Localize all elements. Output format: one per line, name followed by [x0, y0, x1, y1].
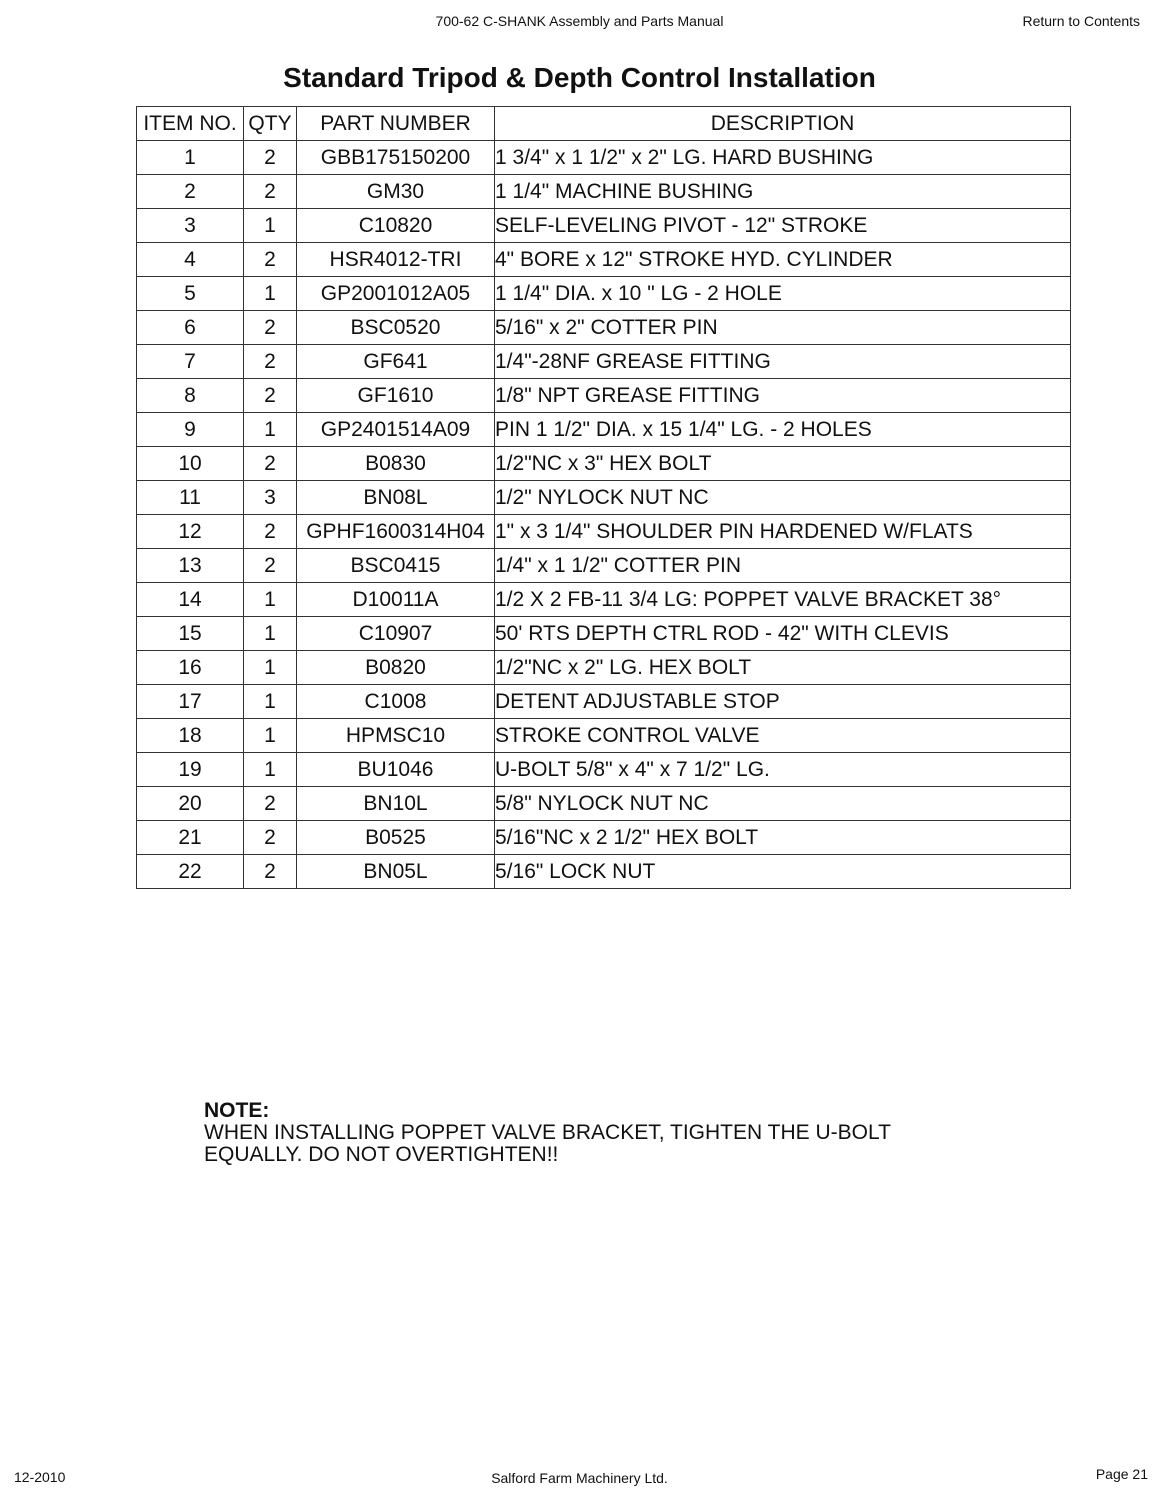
cell-part-number: BN10L	[297, 787, 495, 821]
table-row	[137, 209, 1071, 243]
cell-item-no: 18	[137, 719, 244, 753]
cell-description: 1" x 3 1/4" SHOULDER PIN HARDENED W/FLATS	[495, 515, 1071, 549]
cell-description: 1 1/4" MACHINE BUSHING	[495, 175, 1071, 209]
table-row	[137, 685, 1071, 719]
page-title: Standard Tripod & Depth Control Installation	[283, 62, 876, 93]
cell-description: 1 3/4" x 1 1/2" x 2" LG. HARD BUSHING	[495, 141, 1071, 175]
cell-description: 4" BORE x 12" STROKE HYD. CYLINDER	[495, 243, 1071, 277]
parts-table	[136, 106, 1071, 889]
cell-item-no: 20	[137, 787, 244, 821]
cell-description: 1/4"-28NF GREASE FITTING	[495, 345, 1071, 379]
cell-description: 1/2"NC x 2" LG. HEX BOLT	[495, 651, 1071, 685]
cell-item-no: 6	[137, 311, 244, 345]
cell-qty: 1	[244, 651, 297, 685]
cell-description: 1/2" NYLOCK NUT NC	[495, 481, 1071, 515]
table-row	[137, 583, 1071, 617]
table-row	[137, 175, 1071, 209]
cell-qty: 2	[244, 311, 297, 345]
cell-part-number: B0820	[297, 651, 495, 685]
cell-item-no: 8	[137, 379, 244, 413]
table-row	[137, 753, 1071, 787]
cell-item-no: 4	[137, 243, 244, 277]
cell-item-no: 21	[137, 821, 244, 855]
table-row	[137, 719, 1071, 753]
cell-description: 5/16" LOCK NUT	[495, 855, 1071, 889]
table-row	[137, 379, 1071, 413]
cell-qty: 1	[244, 413, 297, 447]
cell-qty: 1	[244, 583, 297, 617]
cell-description: 5/16" x 2" COTTER PIN	[495, 311, 1071, 345]
cell-description: 1/2"NC x 3" HEX BOLT	[495, 447, 1071, 481]
footer-date: 12-2010	[14, 1469, 66, 1485]
cell-item-no: 19	[137, 753, 244, 787]
cell-item-no: 3	[137, 209, 244, 243]
table-row	[137, 141, 1071, 175]
cell-qty: 1	[244, 685, 297, 719]
cell-qty: 2	[244, 175, 297, 209]
table-row	[137, 311, 1071, 345]
table-row	[137, 651, 1071, 685]
cell-description: SELF-LEVELING PIVOT - 12" STROKE	[495, 209, 1071, 243]
cell-item-no: 10	[137, 447, 244, 481]
cell-qty: 1	[244, 719, 297, 753]
table-row	[137, 549, 1071, 583]
table-row	[137, 243, 1071, 277]
cell-qty: 1	[244, 753, 297, 787]
cell-item-no: 22	[137, 855, 244, 889]
cell-qty: 2	[244, 821, 297, 855]
return-to-contents-link[interactable]: Return to Contents	[1022, 13, 1140, 29]
cell-part-number: GP2401514A09	[297, 413, 495, 447]
cell-description: 1/4" x 1 1/2" COTTER PIN	[495, 549, 1071, 583]
cell-item-no: 9	[137, 413, 244, 447]
note-line-2: EQUALLY. DO NOT OVERTIGHTEN!!	[204, 1143, 559, 1166]
table-row	[137, 345, 1071, 379]
cell-qty: 2	[244, 379, 297, 413]
cell-description: PIN 1 1/2" DIA. x 15 1/4" LG. - 2 HOLES	[495, 413, 1071, 447]
table-row	[137, 481, 1071, 515]
cell-description: STROKE CONTROL VALVE	[495, 719, 1071, 753]
cell-qty: 2	[244, 515, 297, 549]
cell-qty: 2	[244, 549, 297, 583]
cell-qty: 1	[244, 209, 297, 243]
table-row	[137, 821, 1071, 855]
cell-item-no: 7	[137, 345, 244, 379]
cell-item-no: 11	[137, 481, 244, 515]
cell-qty: 2	[244, 345, 297, 379]
table-row	[137, 617, 1071, 651]
cell-description: 1/8" NPT GREASE FITTING	[495, 379, 1071, 413]
table-row	[137, 277, 1071, 311]
col-header-description: DESCRIPTION	[495, 107, 1071, 141]
cell-item-no: 15	[137, 617, 244, 651]
table-header-row	[137, 107, 1071, 141]
table-row	[137, 787, 1071, 821]
cell-description: 50' RTS DEPTH CTRL ROD - 42" WITH CLEVIS	[495, 617, 1071, 651]
col-header-item-no: ITEM NO.	[137, 107, 244, 141]
table-row	[137, 447, 1071, 481]
cell-part-number: B0525	[297, 821, 495, 855]
cell-qty: 2	[244, 787, 297, 821]
cell-item-no: 17	[137, 685, 244, 719]
cell-description: 1 1/4" DIA. x 10 " LG - 2 HOLE	[495, 277, 1071, 311]
cell-part-number: B0830	[297, 447, 495, 481]
col-header-part-number: PART NUMBER	[297, 107, 495, 141]
cell-qty: 2	[244, 243, 297, 277]
cell-part-number: C10907	[297, 617, 495, 651]
cell-part-number: GM30	[297, 175, 495, 209]
cell-part-number: HPMSC10	[297, 719, 495, 753]
cell-item-no: 16	[137, 651, 244, 685]
cell-part-number: C10820	[297, 209, 495, 243]
note-line-1: WHEN INSTALLING POPPET VALVE BRACKET, TIGHTEN THE U-BOLT	[204, 1121, 891, 1144]
cell-part-number: BN08L	[297, 481, 495, 515]
cell-qty: 3	[244, 481, 297, 515]
installation-note	[204, 1100, 891, 1166]
cell-part-number: GP2001012A05	[297, 277, 495, 311]
cell-qty: 1	[244, 277, 297, 311]
cell-part-number: GF641	[297, 345, 495, 379]
col-header-qty: QTY	[244, 107, 297, 141]
cell-part-number: BU1046	[297, 753, 495, 787]
table-row	[137, 515, 1071, 549]
cell-description: DETENT ADJUSTABLE STOP	[495, 685, 1071, 719]
table-row	[137, 413, 1071, 447]
cell-description: 5/8" NYLOCK NUT NC	[495, 787, 1071, 821]
cell-description: 5/16"NC x 2 1/2" HEX BOLT	[495, 821, 1071, 855]
footer-company: Salford Farm Machinery Ltd.	[491, 1470, 668, 1486]
cell-qty: 2	[244, 447, 297, 481]
cell-description: 1/2 X 2 FB-11 3/4 LG: POPPET VALVE BRACKET 38°	[495, 583, 1071, 617]
cell-qty: 2	[244, 141, 297, 175]
cell-item-no: 12	[137, 515, 244, 549]
cell-part-number: GF1610	[297, 379, 495, 413]
cell-qty: 2	[244, 855, 297, 889]
cell-item-no: 13	[137, 549, 244, 583]
cell-item-no: 14	[137, 583, 244, 617]
table-row	[137, 855, 1071, 889]
cell-item-no: 5	[137, 277, 244, 311]
cell-qty: 1	[244, 617, 297, 651]
cell-part-number: D10011A	[297, 583, 495, 617]
manual-title: 700-62 C-SHANK Assembly and Parts Manual	[435, 13, 724, 29]
cell-description: U-BOLT 5/8" x 4" x 7 1/2" LG.	[495, 753, 1071, 787]
parts-table-body	[137, 141, 1071, 889]
cell-part-number: HSR4012-TRI	[297, 243, 495, 277]
cell-part-number: GPHF1600314H04	[297, 515, 495, 549]
page-number: Page 21	[1095, 1466, 1148, 1482]
cell-part-number: GBB175150200	[297, 141, 495, 175]
cell-part-number: BSC0520	[297, 311, 495, 345]
note-title: NOTE:	[204, 1099, 270, 1122]
cell-item-no: 2	[137, 175, 244, 209]
cell-part-number: BN05L	[297, 855, 495, 889]
cell-part-number: BSC0415	[297, 549, 495, 583]
cell-item-no: 1	[137, 141, 244, 175]
cell-part-number: C1008	[297, 685, 495, 719]
